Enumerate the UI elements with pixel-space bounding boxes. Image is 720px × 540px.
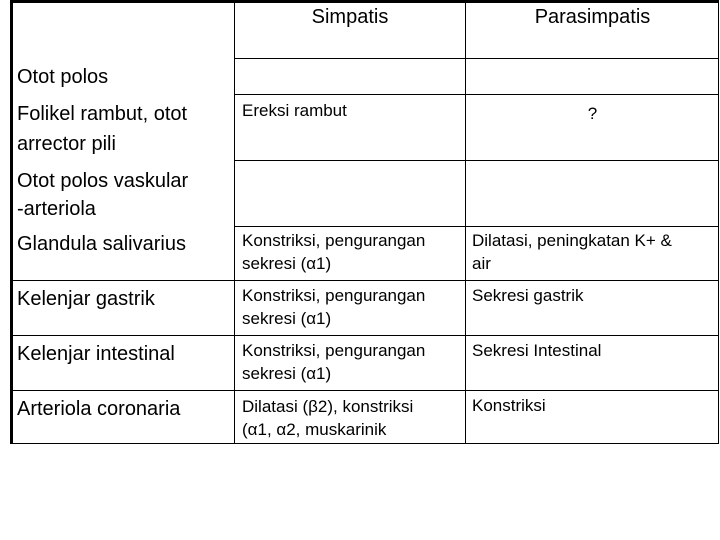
- parasimpatis-intestinal: Sekresi Intestinal: [472, 341, 602, 360]
- simpatis-coronaria-line1: Dilatasi (β2), konstriksi: [242, 397, 414, 416]
- row-divider: [234, 160, 719, 161]
- row-divider: [234, 226, 719, 227]
- simpatis-gastrik-line2: sekresi (α1): [242, 309, 332, 328]
- header-simpatis: Simpatis: [311, 6, 389, 28]
- simpatis-coronaria-line2: (α1, α2, muskarinik: [242, 420, 387, 439]
- column-divider-1: [234, 0, 235, 444]
- organ-folikel-rambut-line2: arrector pili: [17, 133, 116, 155]
- row-divider: [234, 58, 719, 59]
- simpatis-salivarius-line1: Konstriksi, pengurangan: [242, 231, 426, 250]
- parasimpatis-salivarius-line1: Dilatasi, peningkatan K+ &: [472, 231, 672, 250]
- column-divider-2: [465, 0, 466, 444]
- simpatis-salivarius-line2: sekresi (α1): [242, 254, 332, 273]
- header-parasimpatis: Parasimpatis: [534, 6, 651, 28]
- simpatis-intestinal-line2: sekresi (α1): [242, 364, 332, 383]
- row-divider: [10, 335, 719, 336]
- parasimpatis-salivarius-line2: air: [472, 254, 491, 273]
- simpatis-gastrik-line1: Konstriksi, pengurangan: [242, 286, 426, 305]
- parasimpatis-coronaria: Konstriksi: [472, 396, 546, 415]
- parasimpatis-gastrik: Sekresi gastrik: [472, 286, 584, 305]
- row-divider: [10, 280, 719, 281]
- organ-otot-polos-vaskular: Otot polos vaskular: [17, 170, 189, 192]
- organ-kelenjar-intestinal: Kelenjar intestinal: [17, 343, 175, 365]
- organ-glandula-salivarius: Glandula salivarius: [17, 233, 186, 255]
- autonomic-effects-table: [10, 0, 719, 444]
- organ-folikel-rambut: Folikel rambut, otot: [17, 103, 188, 125]
- simpatis-intestinal-line1: Konstriksi, pengurangan: [242, 341, 426, 360]
- organ-otot-polos: Otot polos: [17, 66, 109, 88]
- row-divider: [10, 390, 719, 391]
- organ-kelenjar-gastrik: Kelenjar gastrik: [17, 288, 155, 310]
- row-divider: [234, 94, 719, 95]
- parasimpatis-unknown: ?: [587, 104, 598, 123]
- organ-arteriola-coronaria: Arteriola coronaria: [17, 398, 181, 420]
- organ-otot-polos-vaskular-line2: -arteriola: [17, 198, 96, 220]
- simpatis-ereksi-rambut: Ereksi rambut: [242, 101, 347, 120]
